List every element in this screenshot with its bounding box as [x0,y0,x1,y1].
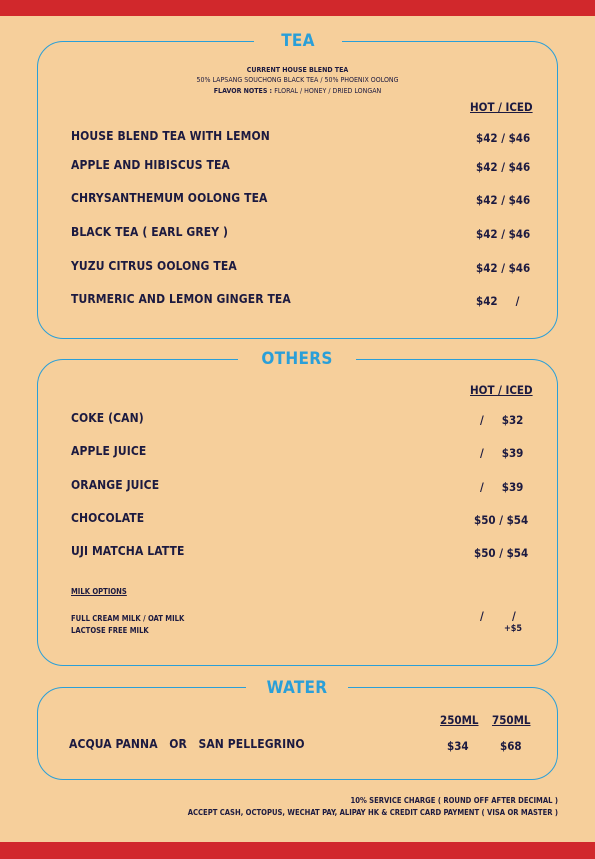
others-item-price: $50 / $54 [474,513,529,527]
water-col-750ml: 750ML [492,713,531,727]
tea-column-header: HOT / ICED [470,100,533,114]
others-item-name: CHOCOLATE [71,511,145,525]
top-red-bar [0,0,595,16]
bottom-red-bar [0,842,595,859]
tea-item-price: $42 / $46 [476,261,531,275]
tea-item-name: APPLE AND HIBISCUS TEA [71,158,230,172]
others-title: OTHERS [238,349,356,369]
tea-item-name: TURMERIC AND LEMON GINGER TEA [71,292,291,306]
water-col-250ml: 250ML [440,713,479,727]
milk-price-iced: / [512,609,516,623]
flavor-notes [0,87,595,96]
milk-price-hot: / [480,609,484,623]
tea-item-name: HOUSE BLEND TEA WITH LEMON [71,129,270,143]
tea-item-name: CHRYSANTHEMUM OOLONG TEA [71,191,268,205]
tea-item-price: $42 / $46 [476,227,531,241]
water-title: WATER [246,678,348,698]
flavor-notes-label: FLAVOR NOTES : [213,87,273,95]
milk-option-line2: LACTOSE FREE MILK [71,626,149,635]
others-item-price: / $32 [480,413,524,427]
others-item-price: / $39 [480,446,524,460]
tea-item-name: BLACK TEA ( EARL GREY ) [71,225,229,239]
service-charge-note: 10% SERVICE CHARGE ( ROUND OFF AFTER DECIMAL ) [350,796,558,805]
milk-options-label: MILK OPTIONS [71,587,127,596]
others-column-header: HOT / ICED [470,383,533,397]
tea-item-price: $42 / $46 [476,131,531,145]
payment-methods-note: ACCEPT CASH, OCTOPUS, WECHAT PAY, ALIPAY HK & CREDIT CARD PAYMENT ( VISA OR MASTER ) [187,808,558,817]
water-item-name: ACQUA PANNA OR SAN PELLEGRINO [69,737,305,751]
water-price-250ml: $34 [447,739,469,753]
others-item-name: COKE (CAN) [71,411,144,425]
water-panel [37,687,558,780]
others-item-name: APPLE JUICE [71,444,147,458]
house-blend-desc: 50% LAPSANG SOUCHONG BLACK TEA / 50% PHOENIX OOLONG [196,76,399,84]
tea-item-name: YUZU CITRUS OOLONG TEA [71,259,237,273]
water-price-750ml: $68 [500,739,522,753]
tea-item-price: $42 / $46 [476,160,531,174]
tea-item-price: $42 / $46 [476,193,531,207]
tea-item-price: $42 / [476,294,520,308]
others-item-price: $50 / $54 [474,546,529,560]
others-item-name: UJI MATCHA LATTE [71,544,185,558]
house-blend-title: CURRENT HOUSE BLEND TEA [246,66,349,74]
milk-surcharge: +$5 [504,624,523,634]
others-item-name: ORANGE JUICE [71,478,160,492]
tea-title: TEA [254,31,342,51]
flavor-notes-value: FLORAL / HONEY / DRIED LONGAN [274,87,382,95]
others-item-price: / $39 [480,480,524,494]
milk-option-line1: FULL CREAM MILK / OAT MILK [71,614,185,623]
